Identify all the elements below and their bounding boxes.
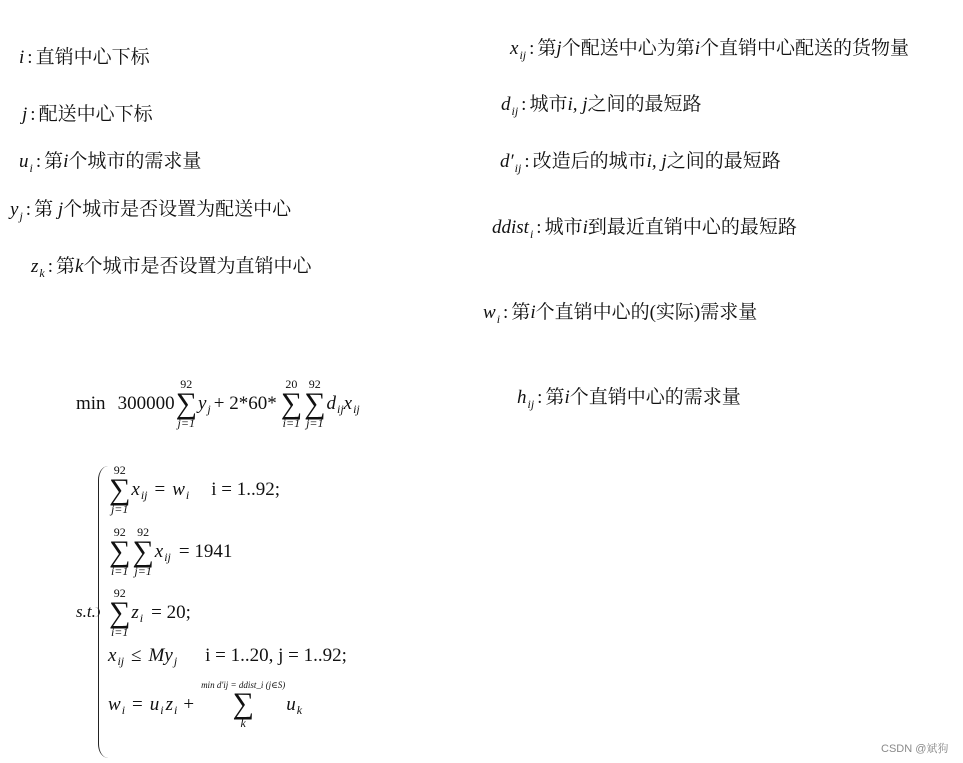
index-var: j (556, 38, 562, 59)
def-text: 第 (44, 151, 64, 172)
summation-i: 20 ∑ i=1 (280, 377, 303, 430)
symbol: x (510, 38, 519, 59)
constraint-1 (108, 464, 280, 516)
def-text: 城市 (544, 217, 583, 238)
var: u (286, 694, 296, 715)
subscript: i (121, 702, 126, 717)
index-var: i (530, 302, 536, 323)
def-text: 城市 (529, 94, 568, 115)
subscript: i (496, 312, 501, 326)
symbol: i (19, 47, 25, 68)
var: z (165, 694, 173, 715)
def-text: 个直销中心的需求量 (569, 387, 741, 408)
var: z (131, 602, 139, 623)
def-text: 个配送中心为第 (561, 38, 695, 59)
def-text: 个直销中心配送的货物量 (699, 38, 909, 59)
def-w: $w_i$ : 第i个直销中心的(实际)需求量 (483, 302, 758, 326)
subscript: i (160, 702, 164, 717)
sum-condition: min d′ij = ddist_i (j∈S) (201, 680, 286, 690)
watermark: CSDN @斌狗 (881, 743, 949, 755)
equals-value: = 20; (151, 602, 191, 623)
def-text: 第 (545, 387, 565, 408)
subscript: ij (164, 549, 171, 564)
subscript: j (207, 401, 211, 416)
plus: + (183, 694, 195, 715)
def-d: $d_{ij}$ : 城市i, j之间的最短路 (501, 94, 702, 118)
subscript: ij (527, 397, 535, 411)
subscript: i (529, 227, 534, 241)
def-text: 个城市是否设置为直销中心 (83, 256, 312, 277)
objective-function (76, 378, 360, 430)
var-d: d (326, 393, 336, 414)
symbol: h (517, 387, 527, 408)
subscript: i (174, 702, 178, 717)
constraint-4 (108, 645, 347, 667)
range: i = 1..20, j = 1..92; (205, 645, 347, 666)
summation-j: 92 ∑ j=1 (175, 377, 197, 430)
summation: 92 ∑ j=1 (132, 525, 154, 578)
var-y: y (197, 393, 207, 414)
var: w (108, 694, 121, 715)
var: u (149, 694, 160, 715)
def-ddist: ddist$_i$ : 城市i到最近直销中心的最短路 (492, 217, 797, 241)
subscript: ij (353, 401, 360, 416)
summation-j2: 92 ∑ j=1 (304, 377, 326, 430)
symbol: ddist (492, 217, 529, 238)
symbol: z (31, 256, 39, 277)
constraint-5 (108, 680, 302, 730)
subscript: k (39, 266, 45, 280)
var: x (108, 645, 117, 666)
def-i: i : 直销中心下标 (19, 47, 150, 68)
def-y: $y_j$ : 第 j个城市是否设置为配送中心 (10, 199, 292, 223)
symbol: d′ (500, 151, 514, 172)
summation: 92 ∑ j=1 (109, 463, 131, 516)
conditional-summation: min d′ij = ddist_i (j∈S) ∑ k (201, 680, 286, 730)
equals-value: = 1941 (178, 541, 233, 562)
var: My (148, 645, 173, 666)
subscript: ij (117, 653, 125, 668)
subscript: ij (140, 487, 148, 502)
var-x: x (343, 393, 353, 414)
def-text: 第 (511, 302, 531, 323)
subscript: k (296, 702, 303, 717)
var: x (154, 541, 164, 562)
plus-term: + 2*60* (213, 393, 277, 414)
def-text: 之间的最短路 (587, 94, 702, 115)
leq: ≤ (131, 645, 142, 666)
index-var: i (564, 387, 570, 408)
def-text: 个城市是否设置为配送中心 (63, 199, 292, 220)
equals: = (132, 694, 143, 715)
def-text: 之间的最短路 (666, 151, 781, 172)
index-var: i (582, 217, 588, 238)
def-h: $h_{ij}$ : 第i个直销中心的需求量 (517, 387, 741, 411)
def-text: 个城市的需求量 (68, 151, 202, 172)
symbol: w (483, 302, 496, 323)
index-var: k (75, 256, 84, 277)
def-z: $z_k$ : 第k个城市是否设置为直销中心 (31, 256, 312, 280)
symbol: u (19, 151, 29, 172)
subscript: i (185, 487, 190, 502)
def-text: 第 (537, 38, 557, 59)
def-j: j : 配送中心下标 (22, 104, 153, 125)
equals: = (154, 479, 166, 500)
index-var: i (63, 151, 69, 172)
def-text: 到最近直销中心的最短路 (587, 217, 797, 238)
subject-to-label: s.t. (76, 602, 96, 621)
var: x (131, 479, 140, 500)
symbol: d (501, 94, 511, 115)
subscript: j (173, 653, 178, 668)
def-text: 直销中心下标 (35, 47, 150, 68)
constraint-3 (108, 587, 191, 639)
subscript: ij (519, 48, 527, 62)
symbol: j (22, 104, 28, 125)
def-d-prime: $d'_{ij}$ : 改造后的城市i, j之间的最短路 (500, 151, 781, 175)
def-text: 配送中心下标 (38, 104, 153, 125)
index-var: i, j (646, 151, 667, 172)
index-var: i (694, 38, 700, 59)
constraint-2 (108, 526, 232, 578)
summation: 92 ∑ i=1 (109, 586, 131, 639)
subscript: ij (336, 401, 344, 416)
def-text: 改造后的城市 (532, 151, 647, 172)
subscript: i (29, 161, 33, 175)
subscript: ij (511, 104, 519, 118)
def-text: 第 (56, 256, 76, 277)
subscript: i (139, 610, 144, 625)
summation: 92 ∑ i=1 (109, 525, 131, 578)
def-text: 第 (34, 199, 58, 220)
index-var: i, j (567, 94, 588, 115)
min-operator: min (76, 393, 106, 414)
index-var: j (57, 199, 64, 220)
symbol: y (10, 199, 19, 220)
coefficient: 300000 (117, 393, 175, 414)
subscript: j (19, 209, 23, 223)
subscript: ij (514, 161, 522, 175)
def-x: $x_{ij}$ : 第j个配送中心为第i个直销中心配送的货物量 (510, 38, 909, 62)
def-u: $u_i$ : 第i个城市的需求量 (19, 151, 202, 175)
var: w (172, 479, 185, 500)
def-text: 个直销中心的(实际)需求量 (535, 302, 758, 323)
range: i = 1..92; (211, 479, 281, 500)
